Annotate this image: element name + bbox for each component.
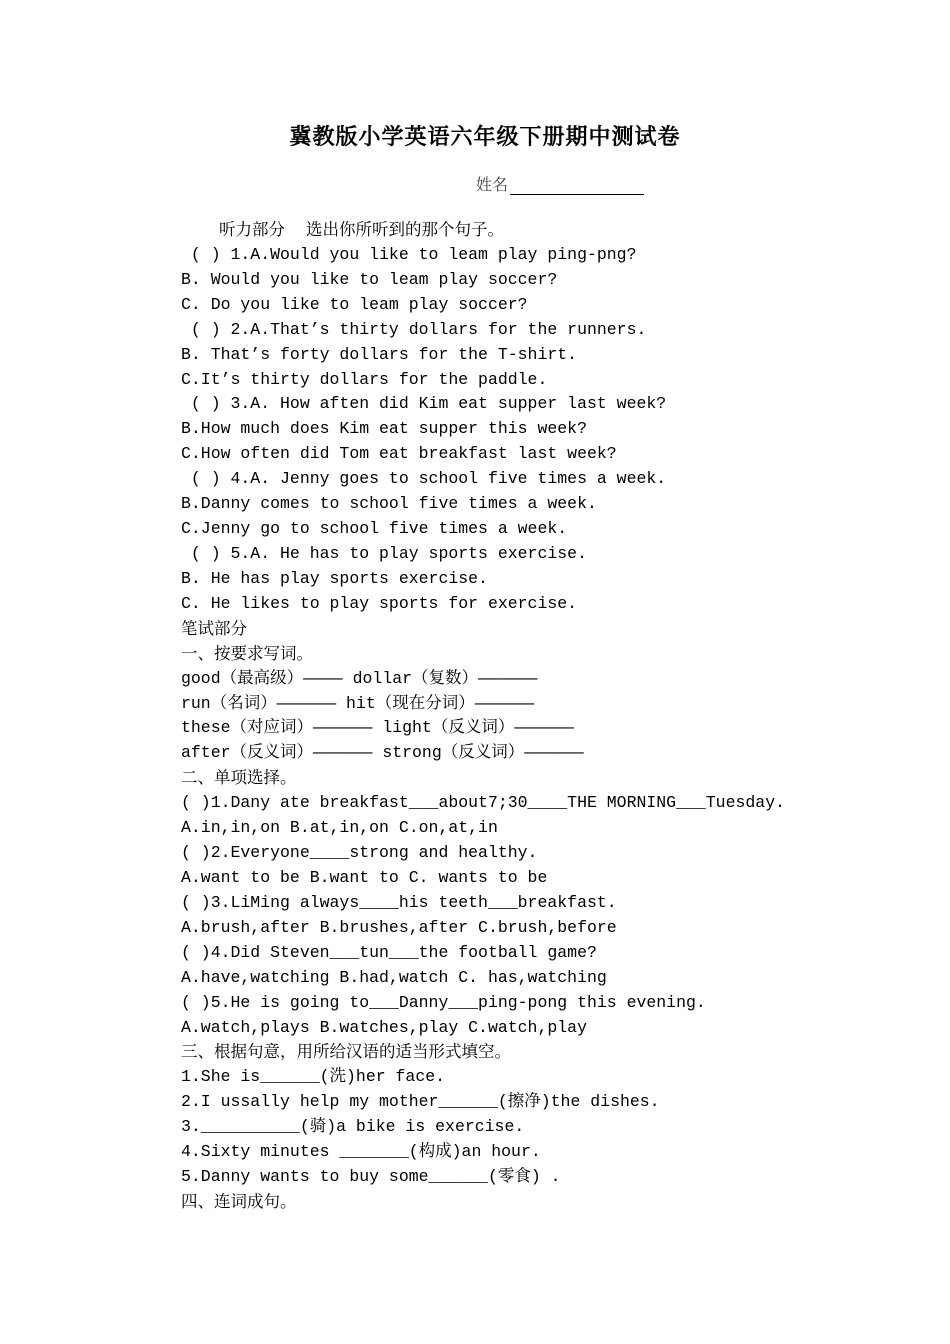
exam-line: C.How often did Tom eat breakfast last week? bbox=[181, 444, 617, 464]
exam-line: C.It’s thirty dollars for the paddle. bbox=[181, 369, 548, 389]
exam-line: B.Danny comes to school five times a week. bbox=[181, 494, 597, 514]
section-heading: 二、单项选择。 bbox=[181, 768, 297, 788]
exam-line: ( ) 3.A. How aften did Kim eat supper last week? bbox=[181, 394, 667, 414]
exam-line: good（最高级）———— dollar（复数）—————— bbox=[181, 668, 538, 688]
section-heading: 一、按要求写词。 bbox=[181, 643, 313, 663]
exam-line: B. He has play sports exercise. bbox=[181, 568, 488, 588]
section-heading: 三、根据句意，用所给汉语的适当形式填空。 bbox=[181, 1042, 511, 1062]
name-blank-line bbox=[510, 178, 644, 195]
listening-instruction: 听力部分 选出你所听到的那个句子。 bbox=[219, 220, 504, 239]
exam-line: ( )5.He is going to___Danny___ping-pong this evening. bbox=[181, 992, 706, 1012]
exam-line: ( ) 1.A.Would you like to leam play ping-png? bbox=[181, 244, 637, 264]
name-field bbox=[476, 172, 644, 195]
exam-line: A.watch,plays B.watches,play C.watch,play bbox=[181, 1017, 587, 1037]
exam-line: 5.Danny wants to buy some______(零食) . bbox=[181, 1167, 561, 1187]
exam-line: 1.She is______(洗)her face. bbox=[181, 1067, 446, 1087]
exam-line: A.brush,after B.brushes,after C.brush,before bbox=[181, 917, 617, 937]
exam-line: 4.Sixty minutes _______(构成)an hour. bbox=[181, 1142, 541, 1162]
exam-line: 3.__________(骑)a bike is exercise. bbox=[181, 1117, 525, 1137]
page-title: 冀教版小学英语六年级下册期中测试卷 bbox=[289, 124, 681, 150]
exam-line: ( )1.Dany ate breakfast___about7;30____THE MORNING___Tuesday. bbox=[181, 793, 785, 813]
exam-line: C. He likes to play sports for exercise. bbox=[181, 593, 578, 613]
exam-line: ( )4.Did Steven___tun___the football game? bbox=[181, 942, 597, 962]
exam-line: B. Would you like to leam play soccer? bbox=[181, 269, 558, 289]
exam-line: 2.I ussally help my mother______(擦净)the dishes. bbox=[181, 1092, 660, 1112]
section-heading: 笔试部分 bbox=[181, 618, 247, 638]
exam-line: B.How much does Kim eat supper this week? bbox=[181, 419, 587, 439]
exam-line: ( )3.LiMing always____his teeth___breakfast. bbox=[181, 892, 617, 912]
exam-line: C. Do you like to leam play soccer? bbox=[181, 294, 528, 314]
exam-line: ( ) 5.A. He has to play sports exercise. bbox=[181, 543, 587, 563]
exam-line: ( ) 4.A. Jenny goes to school five times a week. bbox=[181, 469, 667, 489]
exam-line: run（名词）—————— hit（现在分词）—————— bbox=[181, 693, 535, 713]
exam-line: B. That’s forty dollars for the T-shirt. bbox=[181, 344, 578, 364]
section-heading: 四、连词成句。 bbox=[181, 1191, 297, 1211]
exam-line: ( ) 2.A.That’s thirty dollars for the runners. bbox=[181, 319, 647, 339]
exam-line: A.in,in,on B.at,in,on C.on,at,in bbox=[181, 818, 498, 838]
exam-line: A.have,watching B.had,watch C. has,watching bbox=[181, 967, 607, 987]
exam-content bbox=[181, 218, 921, 1215]
exam-line: C.Jenny go to school five times a week. bbox=[181, 519, 568, 539]
name-label: 姓名 bbox=[476, 175, 509, 194]
exam-line: ( )2.Everyone____strong and healthy. bbox=[181, 843, 538, 863]
exam-line: A.want to be B.want to C. wants to be bbox=[181, 867, 548, 887]
exam-line: these（对应词）—————— light（反义词）—————— bbox=[181, 718, 574, 738]
exam-line: after（反义词）—————— strong（反义词）—————— bbox=[181, 743, 584, 763]
